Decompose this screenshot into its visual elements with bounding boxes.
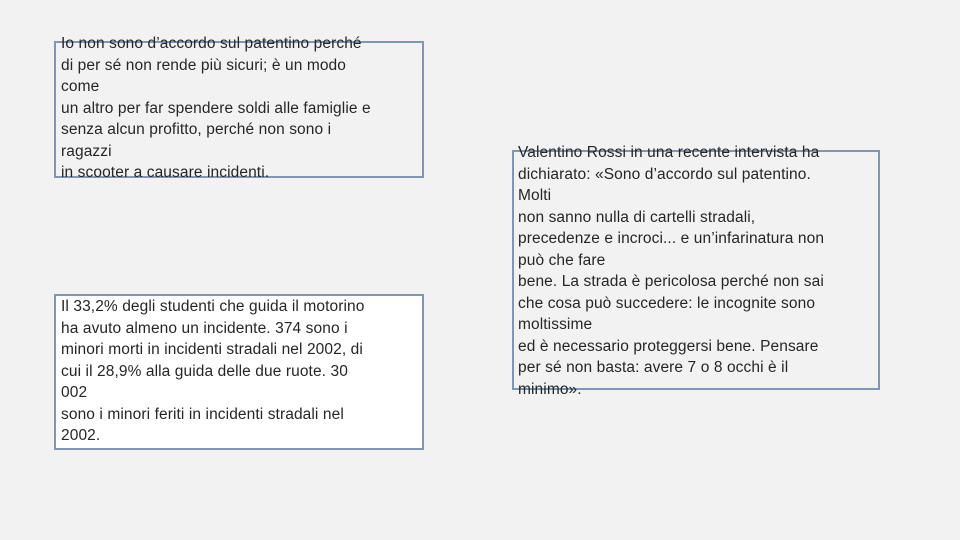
text-line: dichiarato: «Sono d’accordo sul patentino. xyxy=(518,165,811,183)
quote-text xyxy=(518,142,824,400)
text-line: Valentino Rossi in una recente intervista ha xyxy=(518,144,820,161)
text-line: come xyxy=(61,78,100,95)
text-line: ragazzi xyxy=(61,142,112,160)
text-line: Il 33,2% degli studenti che guida il motorino xyxy=(61,298,365,315)
text-line: in scooter a causare incidenti. xyxy=(61,164,270,181)
text-line: di per sé non rende più sicuri; è un modo xyxy=(61,56,346,74)
text-line: bene. La strada è pericolosa perché non sai xyxy=(518,273,824,290)
text-line: minimo». xyxy=(518,380,582,398)
text-line: minori morti in incidenti stradali nel 2002, di xyxy=(61,341,363,358)
text-line: può che fare xyxy=(518,251,606,269)
text-line: 002 xyxy=(61,384,88,401)
statistics-text xyxy=(61,296,365,447)
text-line: cui il 28,9% alla guida delle due ruote. 30 xyxy=(61,362,348,380)
opinion-text xyxy=(61,33,371,184)
text-line: Molti xyxy=(518,187,552,204)
text-line: che cosa può succedere: le incognite sono xyxy=(518,294,816,312)
text-line: 2002. xyxy=(61,427,101,444)
text-line: moltissime xyxy=(518,316,593,333)
text-line: senza alcun profitto, perché non sono i xyxy=(61,121,332,138)
text-line: un altro per far spendere soldi alle famiglie e xyxy=(61,99,371,117)
text-line: ha avuto almeno un incidente. 374 sono i xyxy=(61,319,348,337)
text-line: non sanno nulla di cartelli stradali, xyxy=(518,208,756,226)
text-line: sono i minori feriti in incidenti stradali nel xyxy=(61,405,344,423)
text-line: ed è necessario proteggersi bene. Pensare xyxy=(518,337,819,355)
text-line: precedenze e incroci... e un’infarinatura non xyxy=(518,230,825,247)
text-line: Io non sono d’accordo sul patentino perché xyxy=(61,35,362,52)
text-line: per sé non basta: avere 7 o 8 occhi è il xyxy=(518,359,789,376)
